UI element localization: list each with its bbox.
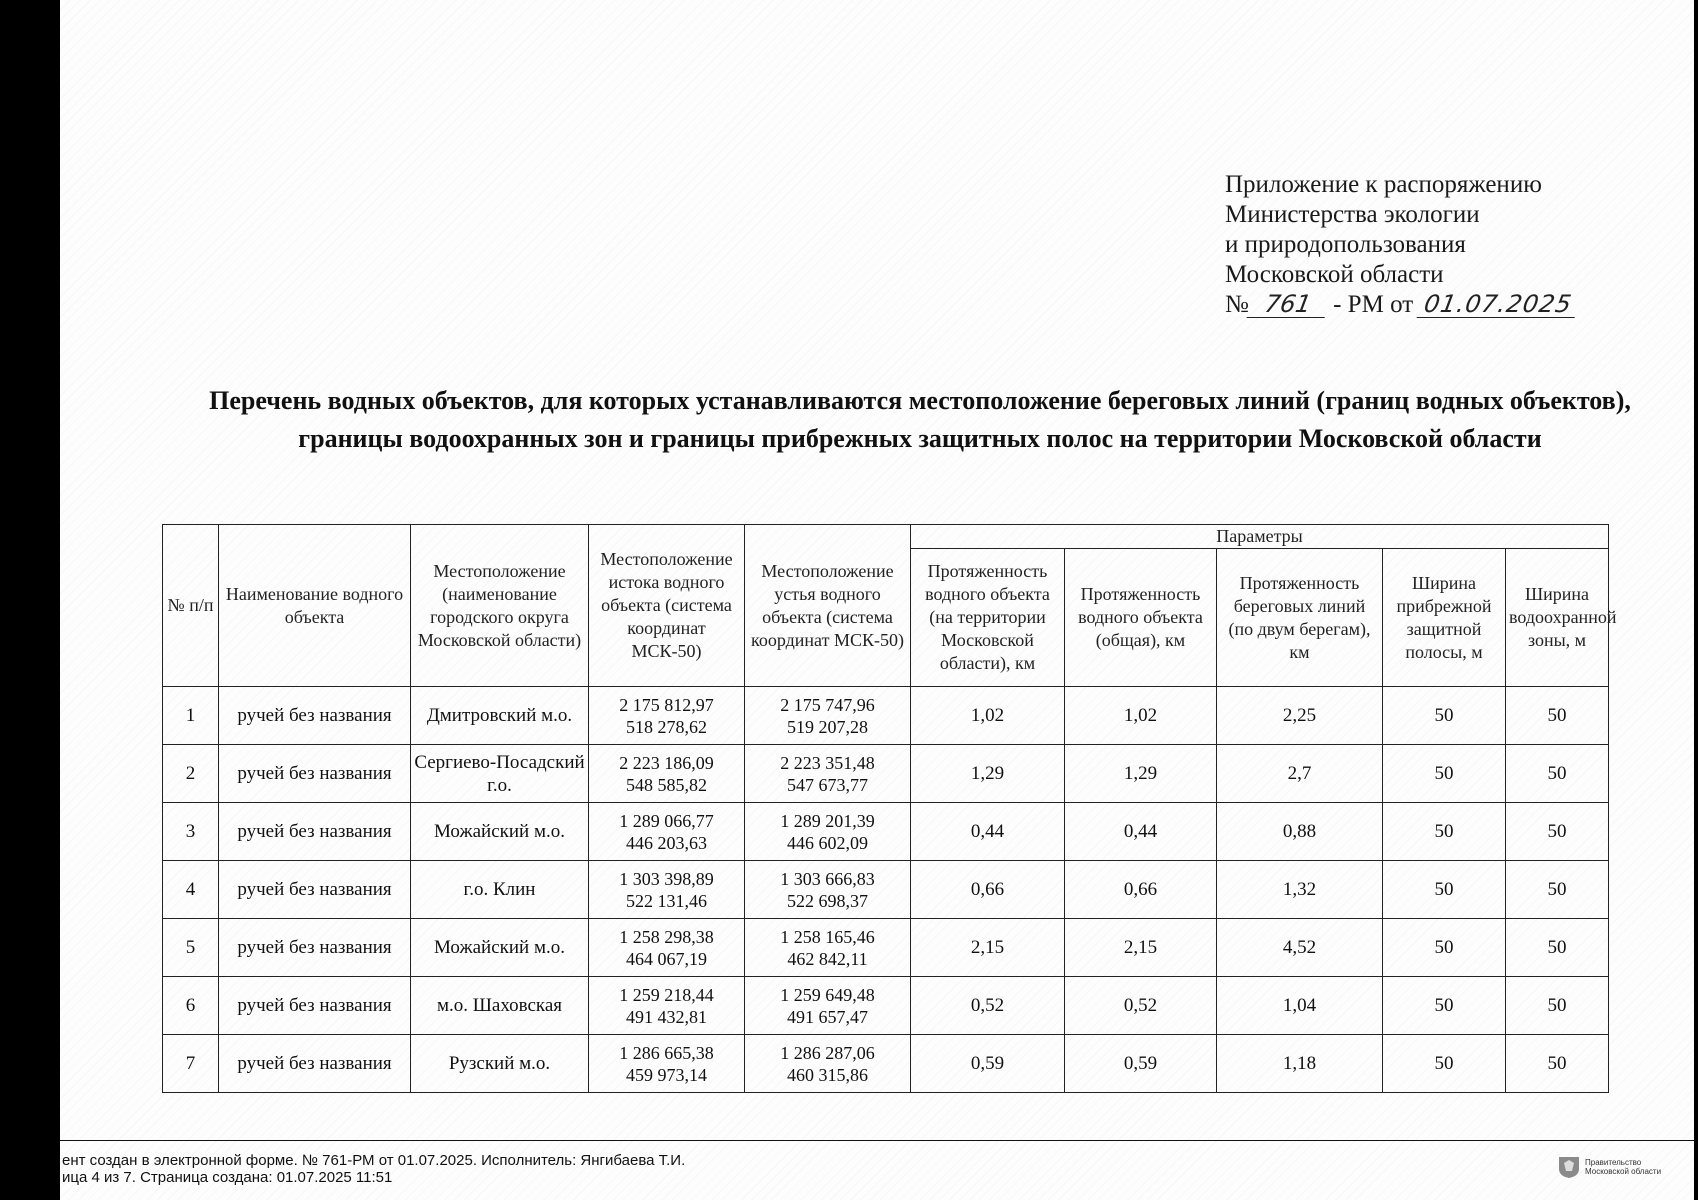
cell-name: ручей без названия — [219, 919, 411, 977]
cell-source-coords — [589, 803, 745, 861]
cell-mouth-coords — [745, 1035, 911, 1093]
coat-of-arms-icon — [1558, 1155, 1580, 1179]
table-row — [163, 919, 1609, 977]
header-width-zone: Ширина водоохранной зоны, м — [1506, 549, 1609, 687]
cell-num: 6 — [163, 977, 219, 1035]
cell-name: ручей без названия — [219, 861, 411, 919]
table-row — [163, 687, 1609, 745]
coordinate-value: 522 131,46 — [626, 890, 707, 911]
order-number-line — [1225, 290, 1605, 320]
cell-len-total: 1,02 — [1065, 687, 1217, 745]
cell-width-strip: 50 — [1383, 919, 1506, 977]
cell-name: ручей без названия — [219, 687, 411, 745]
cell-mouth-coords — [745, 745, 911, 803]
cell-mouth-coords — [745, 803, 911, 861]
cell-source-coords — [589, 919, 745, 977]
cell-len-shore: 2,25 — [1217, 687, 1383, 745]
coordinate-value: 464 067,19 — [626, 948, 707, 969]
coordinate-value: 1 259 218,44 — [619, 984, 714, 1005]
appendix-block — [1225, 170, 1605, 320]
header-num: № п/п — [163, 525, 219, 687]
cell-num: 7 — [163, 1035, 219, 1093]
cell-num: 2 — [163, 745, 219, 803]
cell-width-strip: 50 — [1383, 977, 1506, 1035]
footer-divider — [60, 1140, 1694, 1141]
order-number-middle: - РМ от — [1333, 291, 1414, 318]
cell-width-strip: 50 — [1383, 745, 1506, 803]
coordinate-value: 1 289 066,77 — [619, 810, 714, 831]
coordinate-value: 548 585,82 — [626, 774, 707, 795]
table-row — [163, 977, 1609, 1035]
header-length-total: Протяженность водного объекта (общая), км — [1065, 549, 1217, 687]
logo-text: Московской области — [1585, 1167, 1662, 1176]
document-title: Перечень водных объектов, для которых устанавливаются местоположение береговых линий (границ водных объектов), границы водоохранных зон и границы прибрежных защитных полос на территории Московской области — [209, 386, 1631, 453]
cell-source-coords — [589, 977, 745, 1035]
coordinate-value: 491 432,81 — [626, 1006, 707, 1027]
appendix-line: Министерства экологии — [1225, 201, 1480, 228]
header-length-shore: Протяженность береговых линий (по двум берегам), км — [1217, 549, 1383, 687]
coordinate-value: 519 207,28 — [787, 716, 868, 737]
cell-len-region: 0,52 — [911, 977, 1065, 1035]
cell-len-total: 0,66 — [1065, 861, 1217, 919]
coordinate-value: 547 673,77 — [787, 774, 868, 795]
cell-width-zone: 50 — [1506, 977, 1609, 1035]
table-row — [163, 1035, 1609, 1093]
coordinate-value: 491 657,47 — [787, 1006, 868, 1027]
table-row — [163, 745, 1609, 803]
cell-width-strip: 50 — [1383, 803, 1506, 861]
cell-source-coords — [589, 745, 745, 803]
cell-width-zone: 50 — [1506, 861, 1609, 919]
cell-name: ручей без названия — [219, 1035, 411, 1093]
cell-len-total: 1,29 — [1065, 745, 1217, 803]
appendix-line: Приложение к распоряжению — [1225, 171, 1542, 198]
cell-num: 4 — [163, 861, 219, 919]
appendix-line: Московской области — [1225, 261, 1444, 288]
coordinate-value: 1 258 165,46 — [780, 926, 875, 947]
cell-location: г.о. Клин — [411, 861, 589, 919]
coordinate-value: 2 223 351,48 — [780, 752, 875, 773]
cell-num: 5 — [163, 919, 219, 977]
coordinate-value: 2 175 747,96 — [780, 694, 875, 715]
cell-width-zone: 50 — [1506, 803, 1609, 861]
cell-width-zone: 50 — [1506, 745, 1609, 803]
header-length-region: Протяженность водного объекта (на территории Московской области), км — [911, 549, 1065, 687]
footer-text — [62, 1152, 685, 1186]
cell-width-strip: 50 — [1383, 687, 1506, 745]
cell-location: Рузский м.о. — [411, 1035, 589, 1093]
header-name: Наименование водного объекта — [219, 525, 411, 687]
cell-len-shore: 1,32 — [1217, 861, 1383, 919]
coordinate-value: 2 175 812,97 — [619, 694, 714, 715]
cell-location: Сергиево-Посадский г.о. — [411, 745, 589, 803]
cell-len-shore: 2,7 — [1217, 745, 1383, 803]
header-mouth: Местоположение устья водного объекта (система координат МСК-50) — [745, 525, 911, 687]
cell-len-region: 1,29 — [911, 745, 1065, 803]
cell-len-shore: 4,52 — [1217, 919, 1383, 977]
header-params: Параметры — [911, 525, 1609, 549]
number-sign: № — [1225, 291, 1249, 318]
cell-num: 3 — [163, 803, 219, 861]
cell-num: 1 — [163, 687, 219, 745]
cell-width-strip: 50 — [1383, 861, 1506, 919]
cell-source-coords — [589, 687, 745, 745]
cell-len-shore: 1,18 — [1217, 1035, 1383, 1093]
cell-len-total: 0,52 — [1065, 977, 1217, 1035]
cell-source-coords — [589, 1035, 745, 1093]
document-page — [60, 0, 1694, 1200]
header-source: Местоположение истока водного объекта (система координат МСК-50) — [589, 525, 745, 687]
cell-mouth-coords — [745, 919, 911, 977]
cell-name: ручей без названия — [219, 977, 411, 1035]
cell-len-region: 0,44 — [911, 803, 1065, 861]
order-date-handwritten: 01.07.2025 — [1417, 291, 1580, 318]
table-body — [163, 687, 1609, 1093]
cell-location: Можайский м.о. — [411, 803, 589, 861]
header-width-strip: Ширина прибрежной защитной полосы, м — [1383, 549, 1506, 687]
cell-width-zone: 50 — [1506, 1035, 1609, 1093]
scan-right-edge — [1694, 0, 1698, 1200]
coordinate-value: 1 289 201,39 — [780, 810, 875, 831]
cell-location: м.о. Шаховская — [411, 977, 589, 1035]
table-row — [163, 803, 1609, 861]
footer-line: ица 4 из 7. Страница создана: 01.07.2025 11:51 — [62, 1169, 393, 1186]
coordinate-value: 1 303 666,83 — [780, 868, 875, 889]
cell-len-region: 2,15 — [911, 919, 1065, 977]
coordinate-value: 1 258 298,38 — [619, 926, 714, 947]
cell-mouth-coords — [745, 861, 911, 919]
cell-len-region: 0,59 — [911, 1035, 1065, 1093]
cell-mouth-coords — [745, 687, 911, 745]
appendix-line: и природопользования — [1225, 231, 1466, 258]
cell-len-total: 0,44 — [1065, 803, 1217, 861]
scan-left-edge — [0, 0, 60, 1200]
coordinate-value: 460 315,86 — [787, 1064, 868, 1085]
cell-name: ручей без названия — [219, 803, 411, 861]
coordinate-value: 1 286 665,38 — [619, 1042, 714, 1063]
cell-len-shore: 1,04 — [1217, 977, 1383, 1035]
cell-width-zone: 50 — [1506, 919, 1609, 977]
coordinate-value: 446 602,09 — [787, 832, 868, 853]
coordinate-value: 1 286 287,06 — [780, 1042, 875, 1063]
header-location: Местоположение (наименование городского округа Московской области) — [411, 525, 589, 687]
cell-source-coords — [589, 861, 745, 919]
coordinate-value: 1 259 649,48 — [780, 984, 875, 1005]
cell-width-zone: 50 — [1506, 687, 1609, 745]
coordinate-value: 522 698,37 — [787, 890, 868, 911]
government-logo — [1558, 1155, 1661, 1179]
cell-location: Можайский м.о. — [411, 919, 589, 977]
coordinate-value: 459 973,14 — [626, 1064, 707, 1085]
cell-len-total: 0,59 — [1065, 1035, 1217, 1093]
cell-len-shore: 0,88 — [1217, 803, 1383, 861]
footer-line: ент создан в электронной форме. № 761-РМ от 01.07.2025. Исполнитель: Янгибаева Т.И. — [62, 1152, 686, 1169]
cell-name: ручей без названия — [219, 745, 411, 803]
cell-location: Дмитровский м.о. — [411, 687, 589, 745]
cell-len-region: 0,66 — [911, 861, 1065, 919]
coordinate-value: 2 223 186,09 — [619, 752, 714, 773]
cell-width-strip: 50 — [1383, 1035, 1506, 1093]
cell-mouth-coords — [745, 977, 911, 1035]
coordinate-value: 518 278,62 — [626, 716, 707, 737]
coordinate-value: 446 203,63 — [626, 832, 707, 853]
order-number-handwritten: 761 — [1246, 291, 1329, 318]
coordinate-value: 1 303 398,89 — [619, 868, 714, 889]
water-objects-table — [162, 524, 1617, 1093]
coordinate-value: 462 842,11 — [787, 948, 868, 969]
table-row — [163, 861, 1609, 919]
cell-len-total: 2,15 — [1065, 919, 1217, 977]
logo-text: Правительство — [1585, 1158, 1642, 1167]
cell-len-region: 1,02 — [911, 687, 1065, 745]
